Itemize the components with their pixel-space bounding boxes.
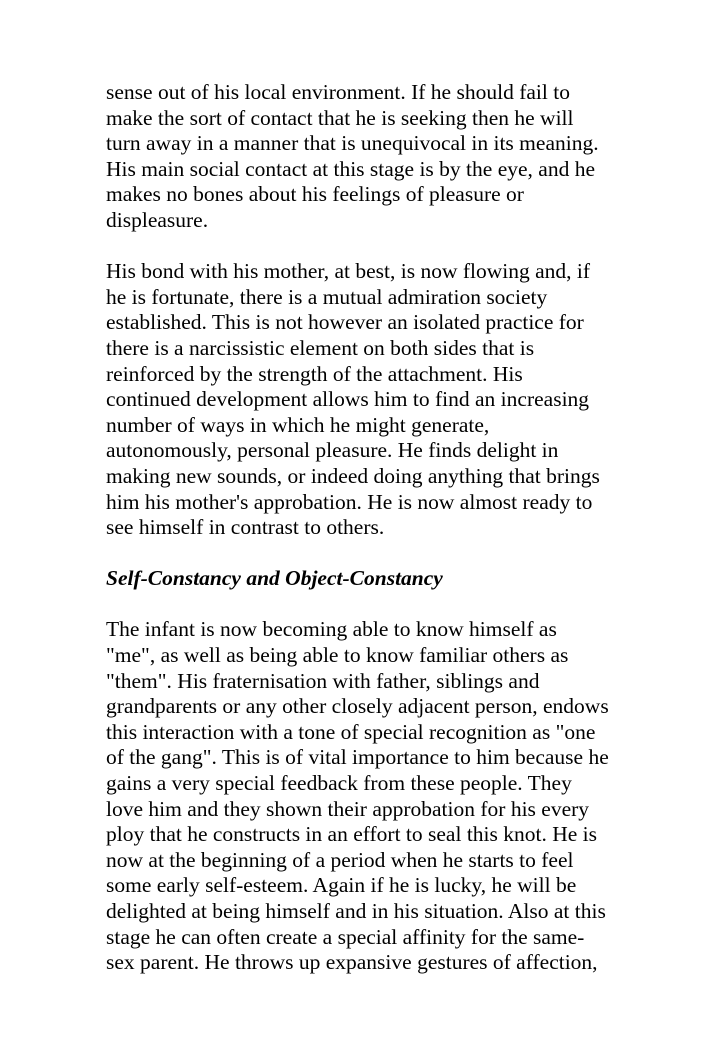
text-line: sense out of his local environment. If he should fail to — [106, 80, 570, 104]
text-line: The infant is now becoming able to know himself as — [106, 617, 557, 642]
text-line: make the sort of contact that he is seeking then he will — [106, 105, 574, 130]
text-line: makes no bones about his feelings of pleasure or — [106, 182, 524, 207]
paragraph-gap — [106, 592, 646, 618]
text-line: autonomously, personal pleasure. He finds delight in — [106, 438, 559, 463]
text-line: reinforced by the strength of the attachment. His — [106, 361, 523, 386]
text-line: established. This is not however an isolated practice for — [106, 310, 584, 335]
text-line: grandparents or any other closely adjacent person, endows — [106, 694, 609, 719]
text-line: now at the beginning of a period when he starts to feel — [106, 847, 574, 872]
text-line: number of ways in which he might generate, — [106, 412, 490, 437]
text-line: continued development allows him to find an increasing — [106, 387, 590, 412]
text-line: ploy that he constructs in an effort to seal this knot. He is — [106, 822, 598, 847]
text-line: some early self-esteem. Again if he is lucky, he will be — [106, 873, 577, 898]
paragraph-environment — [106, 80, 646, 234]
text-line: delighted at being himself and in his situation. Also at this — [106, 899, 606, 923]
paragraph-mother-bond — [106, 259, 646, 541]
text-line: see himself in contrast to others. — [106, 515, 385, 540]
text-line: "me", as well as being able to know familiar others as — [106, 643, 569, 668]
text-line: love him and they shown their approbation for his every — [106, 796, 590, 821]
text-line: this interaction with a tone of special recognition as "one — [106, 719, 596, 744]
text-line: sex parent. He throws up expansive gestures of affection, — [106, 950, 598, 975]
text-line: displeasure. — [106, 207, 209, 232]
text-line: His bond with his mother, at best, is now flowing and, if — [106, 259, 591, 284]
text-line: stage he can often create a special affinity for the same- — [106, 924, 585, 949]
text-line: making new sounds, or indeed doing anything that brings — [106, 463, 600, 488]
text-line: "them". His fraternisation with father, siblings and — [106, 668, 540, 693]
text-line: he is fortunate, there is a mutual admiration society — [106, 284, 548, 309]
text-line: there is a narcissistic element on both sides that is — [106, 335, 535, 360]
text-line: him his mother's approbation. He is now almost ready to — [106, 489, 593, 514]
text-line: His main social contact at this stage is by the eye, and he — [106, 156, 595, 181]
section-heading: Self-Constancy and Object-Constancy — [106, 566, 443, 591]
paragraph-self-constancy — [106, 617, 646, 975]
paragraph-gap — [106, 541, 646, 567]
text-line: of the gang". This is of vital importance to him because he — [106, 745, 609, 770]
text-line: turn away in a manner that is unequivocal in its meaning. — [106, 131, 599, 156]
document-page — [106, 80, 646, 976]
text-line: gains a very special feedback from these people. They — [106, 771, 572, 796]
paragraph-gap — [106, 234, 646, 260]
